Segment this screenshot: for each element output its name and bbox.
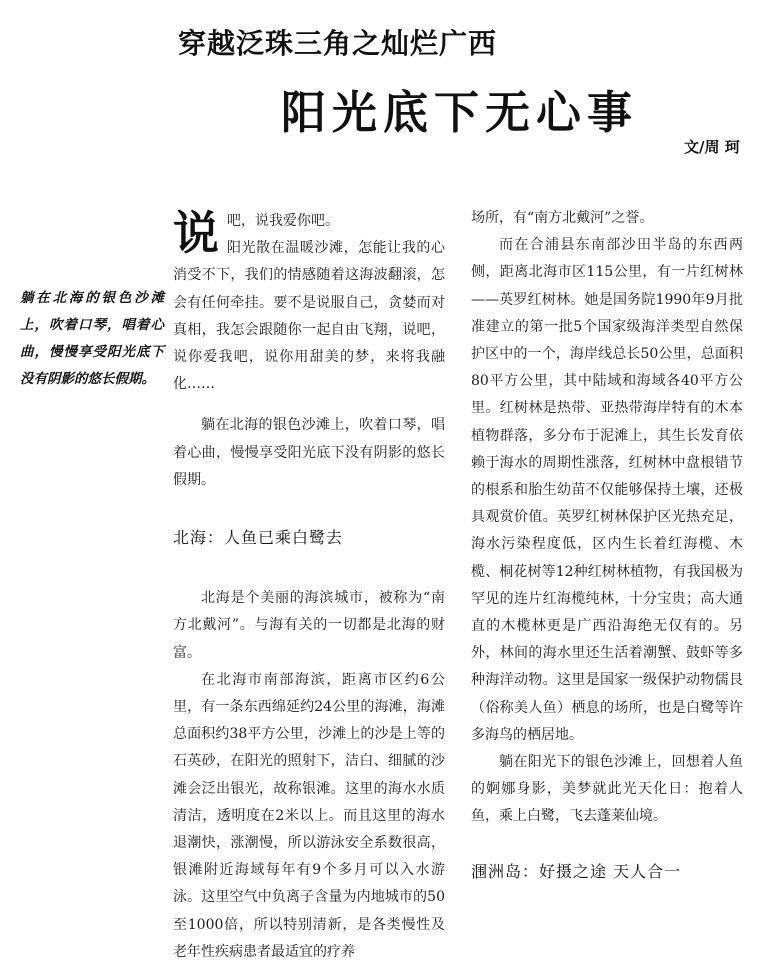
body-paragraph: 躺在北海的银色沙滩上，吹着口琴，唱着心曲，慢慢享受阳光底下没有阴影的悠长假期。 <box>173 417 445 488</box>
drop-cap: 说 <box>173 206 219 260</box>
body-paragraph: 场所，有“南方北戴河”之誉。 <box>471 210 654 226</box>
left-column <box>173 208 445 966</box>
body-paragraph: 北海是个美丽的海滨城市，被称为“南方北戴河”。与海有关的一切都是北海的财富。 <box>173 590 445 661</box>
body-paragraph: 而在合浦县东南部沙田半岛的东西两侧，距离北海市区115公里，有一片红树林——英罗红树林。她是国务院1990年9月批准建立的第一批5个国家级海洋类型自然保护区中的一个，海岸线总长50公里，总面积80平方公里，其中陆域和海域各40平方公里。红树林是热带、亚热带海岸特有的木本植物群落，多分布于泥滩上，其生长发育依赖于海水的周期性涨落，红树林中盘根错节的根系和胎生幼苗不仅能够保持土壤，还极具观赏价值。英罗红树林保护区光热充足，海水污染程度低，区内生长着红海榄、木榄、桐花树等12种红树林植物，有我国极为罕见的连片红海榄纯林，十分宝贵；高大通直的木榄林更是广西沿海绝无仅有的。另外，林间的海水里还生活着潮蟹、鼓虾等多种海洋动物。这里是国家一级保护动物儒艮（俗称美人鱼）栖息的场所，也是白鹭等许多海鸟的栖居地。 <box>471 237 743 743</box>
article-byline: 文/周 珂 <box>684 138 740 156</box>
body-paragraph: 在北海市南部海滨，距离市区约6公里，有一条东西绵延约24公里的海滩，海滩总面积约38平方公里，沙滩上的沙是上等的石英砂，在阳光的照射下，洁白、细腻的沙滩会泛出银光，故称银滩。这里的海水水质清洁，透明度在2米以上。而且这里的海水退潮快，涨潮慢，所以游泳安全系数很高，银滩附近海域每年有9个多月可以入水游泳。这里空气中负离子含量为内地城市的50至1000倍，所以特别清新，是各类慢性及老年性疾病患者最适宜的疗养 <box>173 671 445 960</box>
intro-text: 阳光散在温暖沙滩，怎能让我的心消受不下，我们的情感随着这海波翻滚，怎会有任何牵挂。要不是说服自己，贪婪而对真相，我怎会跟随你一起自由飞翔，说吧，说你爱我吧，说你用甜美的梦，来将我融化…… <box>173 240 445 393</box>
right-column <box>471 205 743 885</box>
article-title: 阳光底下无心事 <box>281 86 639 139</box>
section-heading-beihai: 北海：人鱼已乘白鹭去 <box>173 528 344 548</box>
intro-paragraph <box>173 208 445 398</box>
body-paragraph: 躺在阳光下的银色沙滩上，回想着人鱼的婀娜身影，美梦就此光天化日：抱着人鱼，乘上白鹭，飞去蓬莱仙境。 <box>471 754 743 825</box>
section-heading-weizhou: 涠洲岛：好摄之途 天人合一 <box>471 861 682 881</box>
article-supertitle: 穿越泛珠三角之灿烂广西 <box>178 27 498 60</box>
pull-quote: 躺在北海的银色沙滩上，吹着口琴，唱着心曲，慢慢享受阳光底下没有阴影的悠长假期。 <box>20 290 164 387</box>
intro-first-line: 吧，说我爱你吧。 <box>227 213 339 229</box>
